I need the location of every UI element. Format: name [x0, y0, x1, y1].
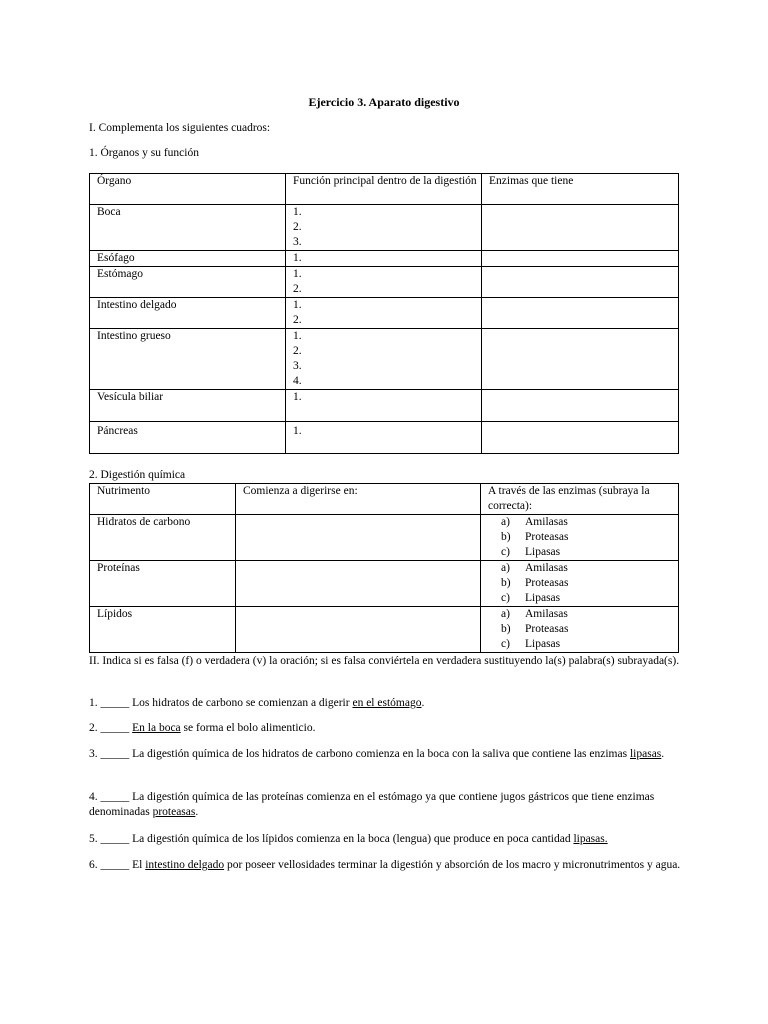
enzymes-cell [482, 298, 679, 329]
table-row [90, 561, 679, 607]
list-item: 3. [293, 236, 302, 248]
table-row [90, 515, 679, 561]
statement-6: 6. _____ El intestino delgado por poseer vellosidades terminar la digestión y absorción de los macro y micronutrimentos y agua. [89, 859, 681, 871]
table-row [90, 422, 679, 454]
table-row [90, 267, 679, 298]
list-item: 1. [293, 268, 302, 280]
digestion-table-header [90, 484, 679, 515]
underlined-term: en el estómago [352, 697, 422, 709]
table-row [90, 607, 679, 653]
organ-name: Estómago [90, 267, 286, 298]
header-enzymes: Enzimas que tiene [482, 174, 679, 205]
list-item: b) Proteasas [501, 577, 569, 589]
begins-cell [236, 561, 481, 607]
list-item: 1. [293, 299, 302, 311]
list-item: 1. [293, 425, 302, 437]
section-one-heading: I. Complementa los siguientes cuadros: [89, 122, 271, 134]
list-item: 2. [293, 221, 302, 233]
enzymes-cell [482, 267, 679, 298]
function-list [286, 205, 482, 251]
statement-1: 1. _____ Los hidratos de carbono se comienzan a digerir en el estómago. [89, 697, 425, 709]
organs-table [89, 173, 679, 454]
table-row [90, 251, 679, 267]
function-list [286, 251, 482, 267]
list-item: 2. [293, 345, 302, 357]
statement-4: 4. _____ La digestión química de las proteínas comienza en el estómago ya que contiene jugos gástricos que tiene enzimas denominadas proteasas. [89, 791, 655, 818]
section-two-instructions: II. Indica si es falsa (f) o verdadera (v) la oración; si es falsa conviértela en verdadera sustituyendo la(s) palabra(s) subrayada(s). [89, 655, 680, 667]
list-item: 1. [293, 252, 302, 264]
list-item: 4. [293, 375, 302, 387]
list-item: a) Amilasas [501, 516, 568, 528]
organ-name: Intestino delgado [90, 298, 286, 329]
organs-table-header [90, 174, 679, 205]
list-item: 2. [293, 283, 302, 295]
header-function: Función principal dentro de la digestión [286, 174, 482, 205]
list-item: 3. [293, 360, 302, 372]
list-item: a) Amilasas [501, 562, 568, 574]
organ-name: Páncreas [90, 422, 286, 454]
nutrient-name: Lípidos [90, 607, 236, 653]
organ-name: Vesícula biliar [90, 390, 286, 422]
underlined-term: proteasas [152, 806, 196, 818]
nutrient-name: Hidratos de carbono [90, 515, 236, 561]
table-row [90, 298, 679, 329]
header-begins: Comienza a digerirse en: [236, 484, 481, 515]
begins-cell [236, 515, 481, 561]
function-list [286, 329, 482, 390]
function-list [286, 298, 482, 329]
list-item: b) Proteasas [501, 531, 569, 543]
table-row [90, 205, 679, 251]
organ-name: Esófago [90, 251, 286, 267]
enzyme-options [481, 515, 679, 561]
statement-2: 2. _____ En la boca se forma el bolo alimenticio. [89, 722, 316, 734]
list-item: c) Lipasas [501, 638, 561, 650]
underlined-term: lipasas [629, 748, 662, 760]
list-item: a) Amilasas [501, 608, 568, 620]
enzyme-options [481, 561, 679, 607]
underlined-term: En la boca [132, 722, 181, 734]
enzymes-cell [482, 390, 679, 422]
underlined-term: lipasas. [573, 833, 608, 845]
subsection-chemical-digestion-heading: 2. Digestión química [89, 469, 186, 481]
underlined-term: intestino delgado [145, 859, 225, 871]
enzymes-cell [482, 329, 679, 390]
function-list [286, 390, 482, 422]
organ-name: Boca [90, 205, 286, 251]
header-organ: Órgano [90, 174, 286, 205]
statement-3: 3. _____ La digestión química de los hidratos de carbono comienza en la boca con la saliva que contiene las enzimas lipasas. [89, 748, 665, 760]
list-item: 1. [293, 330, 302, 342]
enzymes-cell [482, 251, 679, 267]
list-item: 1. [293, 391, 302, 403]
list-item: 2. [293, 314, 302, 326]
begins-cell [236, 607, 481, 653]
organ-name: Intestino grueso [90, 329, 286, 390]
table-row [90, 329, 679, 390]
function-list [286, 267, 482, 298]
enzymes-cell [482, 422, 679, 454]
list-item: b) Proteasas [501, 623, 569, 635]
list-item: 1. [293, 206, 302, 218]
subsection-organs-heading: 1. Órganos y su función [89, 147, 199, 159]
chemical-digestion-table [89, 483, 679, 653]
nutrient-name: Proteínas [90, 561, 236, 607]
list-item: c) Lipasas [501, 546, 561, 558]
header-enzymes-choice: A través de las enzimas (subraya la correcta): [481, 484, 679, 515]
enzyme-options [481, 607, 679, 653]
header-nutrient: Nutrimento [90, 484, 236, 515]
function-list [286, 422, 482, 454]
enzymes-cell [482, 205, 679, 251]
statement-5: 5. _____ La digestión química de los lípidos comienza en la boca (lengua) que produce en poca cantidad lipasas. [89, 833, 608, 845]
document-title: Ejercicio 3. Aparato digestivo [308, 95, 460, 109]
table-row [90, 390, 679, 422]
list-item: c) Lipasas [501, 592, 561, 604]
